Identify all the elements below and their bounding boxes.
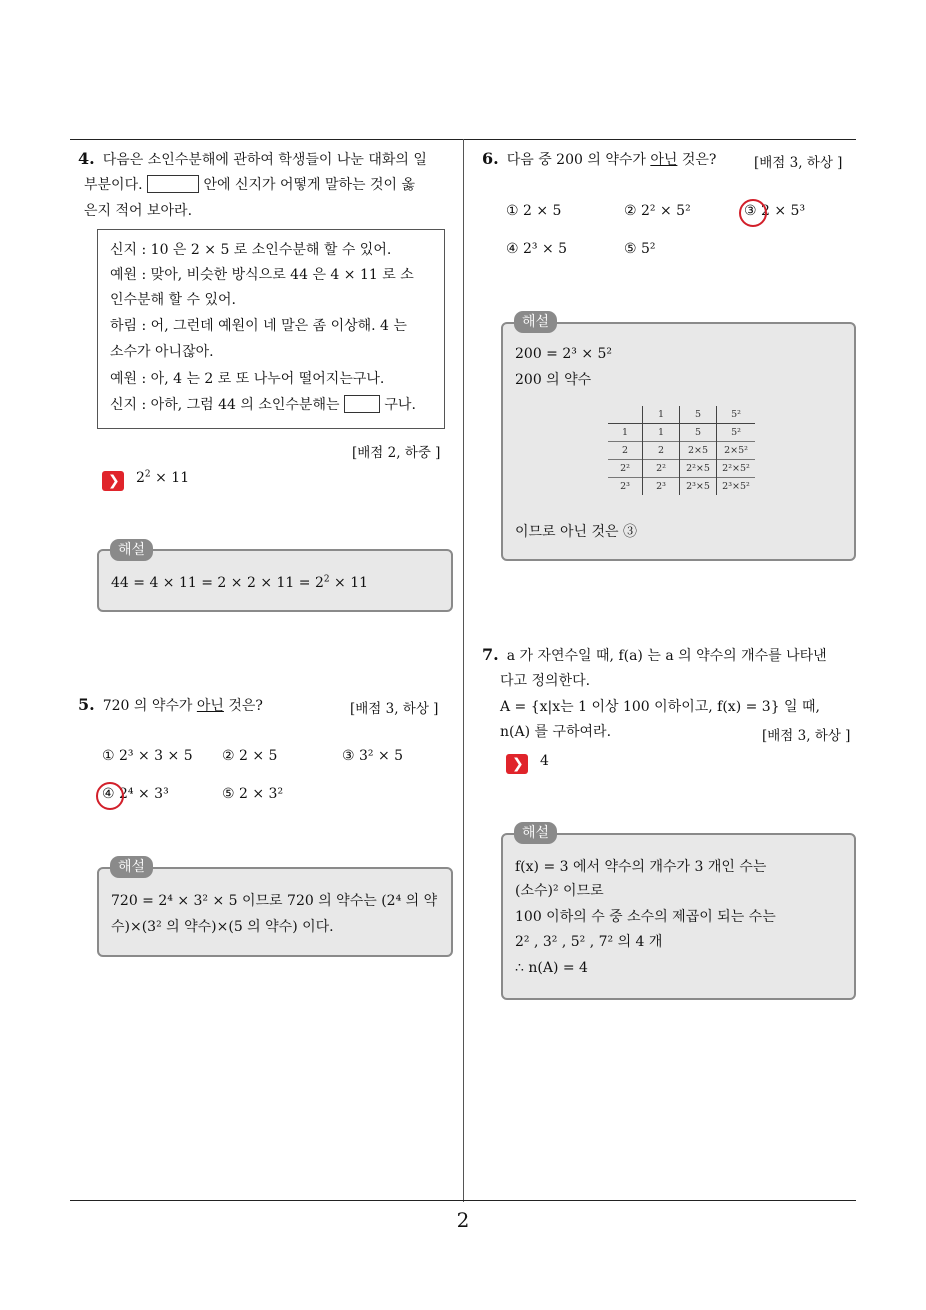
solution-tag: 해설 (110, 856, 153, 878)
page-number: 2 (456, 1208, 470, 1232)
score-meta: [배점 3, 하상 ] (350, 701, 439, 717)
choice-4[interactable]: ④ 2⁴ × 3³ (102, 786, 169, 802)
selected-answer-circle (739, 199, 767, 227)
question-number: 6. (482, 149, 499, 168)
solution-line: (소수)² 이므로 (515, 883, 604, 899)
answer-blank-box (344, 395, 380, 413)
dialogue-line: 인수분해 할 수 있어. (110, 292, 236, 308)
score-meta: [배점 2, 하중 ] (352, 445, 441, 461)
dialogue-line: 구나. (384, 397, 416, 413)
dialogue-line: 하림 : 어, 그런데 예원이 네 말은 좀 이상해. 4 는 (110, 318, 407, 334)
solution-line: 720 = 2⁴ × 3² × 5 이므로 720 의 약수는 (2⁴ 의 약 (111, 893, 438, 909)
solution-tag: 해설 (514, 311, 557, 333)
solution-line: 100 이하의 수 중 소수의 제곱이 되는 수는 (515, 909, 776, 925)
question-number: 7. (482, 645, 499, 664)
dialogue-line: 신지 : 10 은 2 × 5 로 소인수분해 할 수 있어. (110, 242, 392, 258)
dialogue-box (97, 229, 445, 429)
solution-box (501, 833, 856, 1000)
solution-tag: 해설 (110, 539, 153, 561)
question-stem: n(A) 를 구하여라. (500, 724, 612, 740)
solution-line: 200 = 2³ × 5² (515, 346, 613, 362)
dialogue-line: 예원 : 아, 4 는 2 로 또 나누어 떨어지는구나. (110, 371, 385, 387)
solution-line: 200 의 약수 (515, 372, 592, 388)
question-stem: 안에 신지가 어떻게 말하는 것이 옳 (203, 177, 416, 193)
choice-1[interactable]: ① 2³ × 3 × 5 (102, 748, 193, 764)
choice-3[interactable]: ③ 2 × 5³ (744, 203, 806, 219)
solution-line: 수)×(3² 의 약수)×(5 의 약수) 이다. (111, 919, 334, 935)
solution-box (97, 549, 453, 612)
dialogue-line: 소수가 아니잖아. (110, 344, 214, 360)
solution-line: f(x) = 3 에서 약수의 개수가 3 개인 수는 (515, 859, 767, 875)
solution-tag: 해설 (514, 822, 557, 844)
solution-line: ∴ n(A) = 4 (515, 960, 588, 976)
choice-2[interactable]: ② 2 × 5 (222, 748, 278, 764)
answer-arrow-icon: ❯ (102, 471, 124, 491)
answer-text: $2^2 \times 11$ (136, 469, 190, 486)
dialogue-line: 예원 : 맞아, 비슷한 방식으로 44 은 4 × 11 로 소 (110, 267, 414, 283)
choice-3[interactable]: ③ 3² × 5 (342, 748, 404, 764)
choice-4[interactable]: ④ 2³ × 5 (506, 241, 568, 257)
solution-line: 2² , 3² , 5² , 7² 의 4 개 (515, 934, 663, 950)
question-stem: 은지 적어 보아라. (84, 203, 193, 219)
question-number: 4. (78, 149, 95, 168)
solution-box (501, 322, 856, 561)
choice-1[interactable]: ① 2 × 5 (506, 203, 562, 219)
bottom-rule (70, 1200, 856, 1201)
answer-blank-box (147, 175, 199, 193)
question-stem: 다음은 소인수분해에 관하여 학생들이 나눈 대화의 일 (102, 152, 427, 168)
question-stem: 다고 정의한다. (500, 673, 591, 689)
choice-2[interactable]: ② 2² × 5² (624, 203, 691, 219)
column-divider (463, 139, 464, 1202)
question-stem: 부분이다. (84, 177, 143, 193)
score-meta: [배점 3, 하상 ] (762, 728, 851, 744)
choice-5[interactable]: ⑤ 5² (624, 241, 656, 257)
question-number: 5. (78, 695, 95, 714)
selected-answer-circle (96, 782, 124, 810)
divisor-table: 1 5 5² 1 1 5 5² 2 2 2×5 2×5² 2² 2² 2²×5 2²×5² 2³ 2³ 2³×5 2³×5² (608, 406, 755, 495)
question-stem: a 가 자연수일 때, f(a) 는 a 의 약수의 개수를 나타낸 (506, 648, 827, 664)
answer-arrow-icon: ❯ (506, 754, 528, 774)
solution-line: 이므로 아닌 것은 ③ (515, 524, 638, 540)
question-stem: A = {x|x는 1 이상 100 이하이고, f(x) = 3} 일 때, (500, 699, 820, 715)
choice-5[interactable]: ⑤ 2 × 3² (222, 786, 284, 802)
score-meta: [배점 3, 하상 ] (754, 155, 843, 171)
answer-text: 4 (540, 753, 549, 769)
dialogue-line: 신지 : 아하, 그럼 44 의 소인수분해는 (110, 397, 340, 413)
solution-box (97, 867, 453, 957)
solution-line: $44 = 4 \times 11 = 2 \times 2 \times 11 = 2^2 \times 11$ (111, 574, 369, 591)
